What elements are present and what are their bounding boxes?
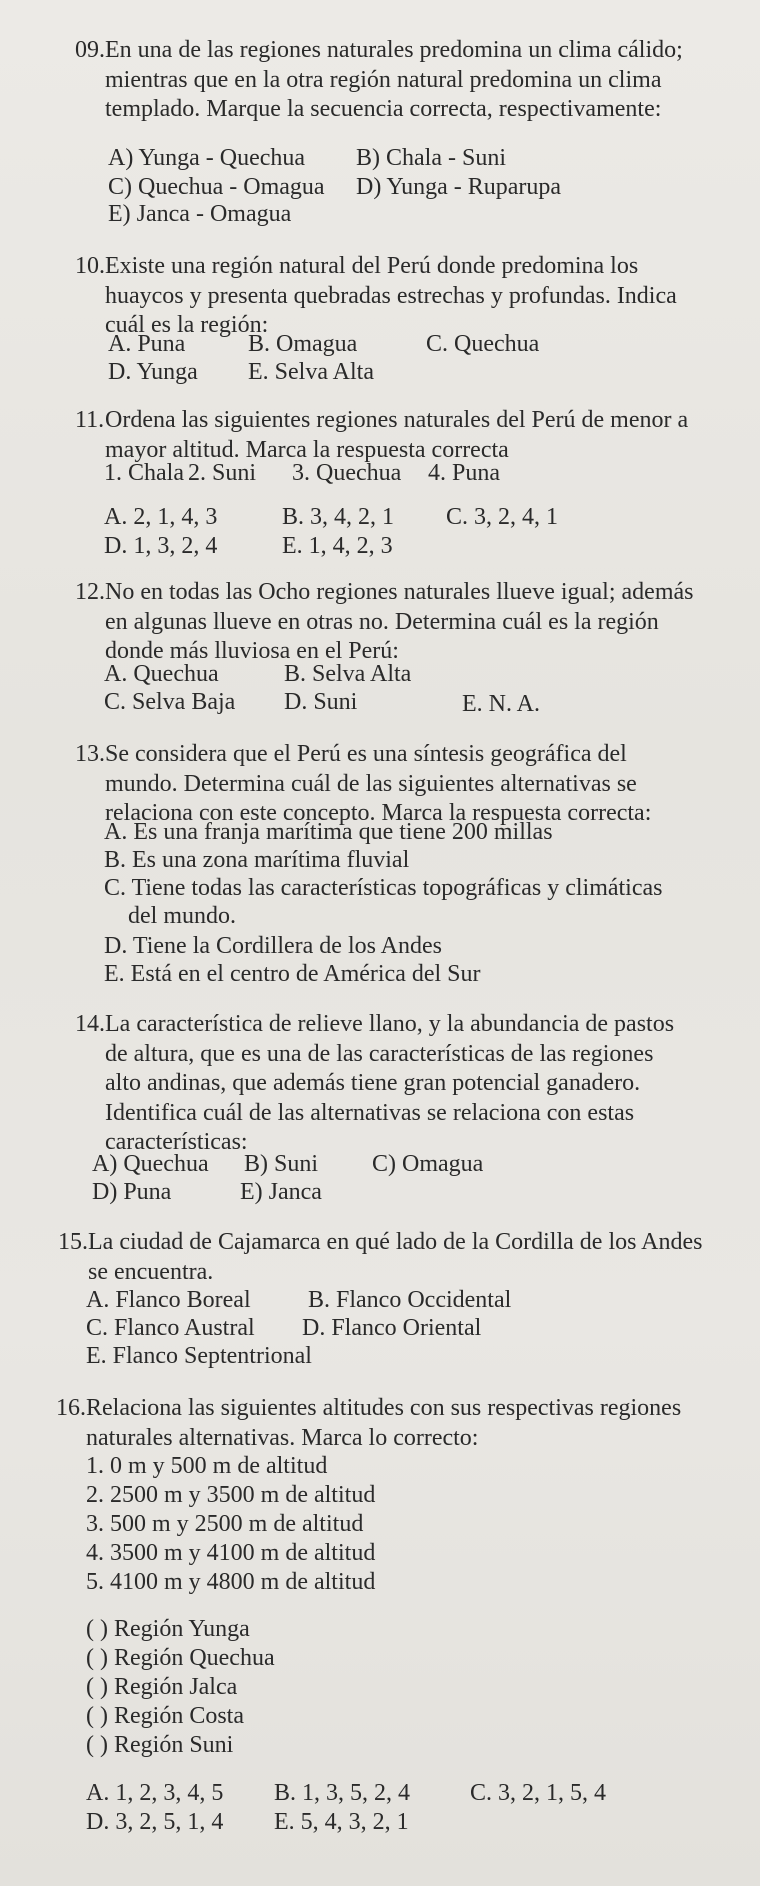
question-stem [75, 740, 695, 829]
question-number: 13. [75, 741, 105, 767]
option-a[interactable]: A. Flanco Boreal [86, 1287, 251, 1313]
option-a[interactable]: A. Es una franja marítima que tiene 200 millas [104, 819, 553, 845]
region-blank[interactable]: ( ) Región Yunga [86, 1616, 250, 1642]
question-stem [75, 252, 695, 341]
region-blank[interactable]: ( ) Región Quechua [86, 1645, 275, 1671]
option-a[interactable]: A) Yunga - Quechua [108, 145, 306, 171]
question-number: 14. [75, 1011, 105, 1037]
region-blank[interactable]: ( ) Región Costa [86, 1703, 244, 1729]
option-e[interactable]: E. Flanco Septentrional [86, 1343, 312, 1369]
option-b[interactable]: B. Flanco Occidental [308, 1287, 512, 1313]
question-text: Ordena las siguientes regiones naturales del Perú de menor a mayor altitud. Marca la respuesta correcta [105, 407, 689, 463]
question-number: 11. [75, 407, 105, 433]
option-b[interactable]: B) Chala - Suni [356, 145, 506, 171]
option-c[interactable]: C) Omagua [372, 1151, 484, 1177]
question-text: En una de las regiones naturales predomina un clima cálido; mientras que en la otra región natural predomina un clima templado. Marque la secuencia correcta, respectivamente: [105, 37, 683, 122]
option-a[interactable]: A. 1, 2, 3, 4, 5 [86, 1780, 224, 1806]
question-number: 15. [58, 1229, 88, 1255]
region-blank[interactable]: ( ) Región Jalca [86, 1674, 238, 1700]
question-stem [75, 578, 695, 667]
option-c[interactable]: C) Quechua - Omagua [108, 174, 325, 200]
option-c[interactable]: C. Flanco Austral [86, 1315, 255, 1341]
option-a[interactable]: A. Puna [108, 331, 186, 357]
list-item: 2. Suni [188, 460, 257, 486]
question-number: 12. [75, 579, 105, 605]
option-d[interactable]: D. Tiene la Cordillera de los Andes [104, 933, 442, 959]
option-e[interactable]: E. Selva Alta [248, 359, 374, 385]
option-d[interactable]: D. Flanco Oriental [302, 1315, 482, 1341]
question-text: La ciudad de Cajamarca en qué lado de la Cordilla de los Andes se encuentra. [88, 1229, 703, 1285]
option-e[interactable]: E. 1, 4, 2, 3 [282, 533, 393, 559]
option-b[interactable]: B) Suni [244, 1151, 319, 1177]
option-b[interactable]: B. 3, 4, 2, 1 [282, 504, 395, 530]
option-b[interactable]: B. Omagua [248, 331, 358, 357]
option-c-continued: del mundo. [128, 903, 236, 929]
option-e[interactable]: E. Está en el centro de América del Sur [104, 961, 481, 987]
option-e[interactable]: E) Janca - Omagua [108, 201, 292, 227]
option-a[interactable]: A. 2, 1, 4, 3 [104, 504, 218, 530]
option-c[interactable]: C. Selva Baja [104, 689, 236, 715]
option-a[interactable]: A) Quechua [92, 1151, 209, 1177]
question-text: Existe una región natural del Perú donde predomina los huaycos y presenta quebradas estrechas y profundas. Indica cuál es la región: [105, 253, 677, 338]
list-item: 4. Puna [428, 460, 500, 486]
list-item: 1. Chala [104, 460, 184, 486]
question-stem [58, 1228, 708, 1287]
option-c[interactable]: C. Quechua [426, 331, 540, 357]
question-number: 16. [56, 1395, 86, 1421]
question-stem [75, 1010, 695, 1158]
question-text: La característica de relieve llano, y la abundancia de pastos de altura, que es una de las características de las regiones alto andinas, que además tiene gran potencial ganadero. Identifica cuál de las alternativas se relaciona con estas características: [105, 1011, 675, 1155]
option-d[interactable]: D. 3, 2, 5, 1, 4 [86, 1809, 224, 1835]
option-b[interactable]: B. 1, 3, 5, 2, 4 [274, 1780, 411, 1806]
option-a[interactable]: A. Quechua [104, 661, 219, 687]
option-d[interactable]: D. Yunga [108, 359, 198, 385]
question-text: Relaciona las siguientes altitudes con sus respectivas regiones naturales alternativas. Marca lo correcto: [86, 1395, 682, 1451]
list-item: 3. 500 m y 2500 m de altitud [86, 1511, 364, 1537]
option-d[interactable]: D) Yunga - Ruparupa [356, 174, 562, 200]
option-d[interactable]: D. 1, 3, 2, 4 [104, 533, 218, 559]
question-number: 09. [75, 37, 105, 63]
option-e[interactable]: E) Janca [240, 1179, 322, 1205]
option-c[interactable]: C. 3, 2, 4, 1 [446, 504, 559, 530]
option-b[interactable]: B. Selva Alta [284, 661, 412, 687]
option-e[interactable]: E. N. A. [462, 691, 540, 717]
list-item: 2. 2500 m y 3500 m de altitud [86, 1482, 376, 1508]
list-item: 3. Quechua [292, 460, 402, 486]
question-number: 10. [75, 253, 105, 279]
region-blank[interactable]: ( ) Región Suni [86, 1732, 234, 1758]
list-item: 4. 3500 m y 4100 m de altitud [86, 1540, 376, 1566]
question-stem [56, 1394, 706, 1453]
question-text: No en todas las Ocho regiones naturales llueve igual; además en algunas llueve en otras no. Determina cuál es la región donde más lluviosa en el Perú: [105, 579, 694, 664]
question-stem [75, 406, 695, 465]
option-e[interactable]: E. 5, 4, 3, 2, 1 [274, 1809, 409, 1835]
question-text: Se considera que el Perú es una síntesis geográfica del mundo. Determina cuál de las siguientes alternativas se relaciona con este concepto. Marca la respuesta correcta: [105, 741, 652, 826]
option-b[interactable]: B. Es una zona marítima fluvial [104, 847, 410, 873]
option-d[interactable]: D. Suni [284, 689, 358, 715]
list-item: 1. 0 m y 500 m de altitud [86, 1453, 328, 1479]
question-stem [75, 36, 695, 125]
option-d[interactable]: D) Puna [92, 1179, 172, 1205]
list-item: 5. 4100 m y 4800 m de altitud [86, 1569, 376, 1595]
option-c[interactable]: C. 3, 2, 1, 5, 4 [470, 1780, 607, 1806]
option-c[interactable]: C. Tiene todas las características topográficas y climáticas [104, 875, 663, 901]
